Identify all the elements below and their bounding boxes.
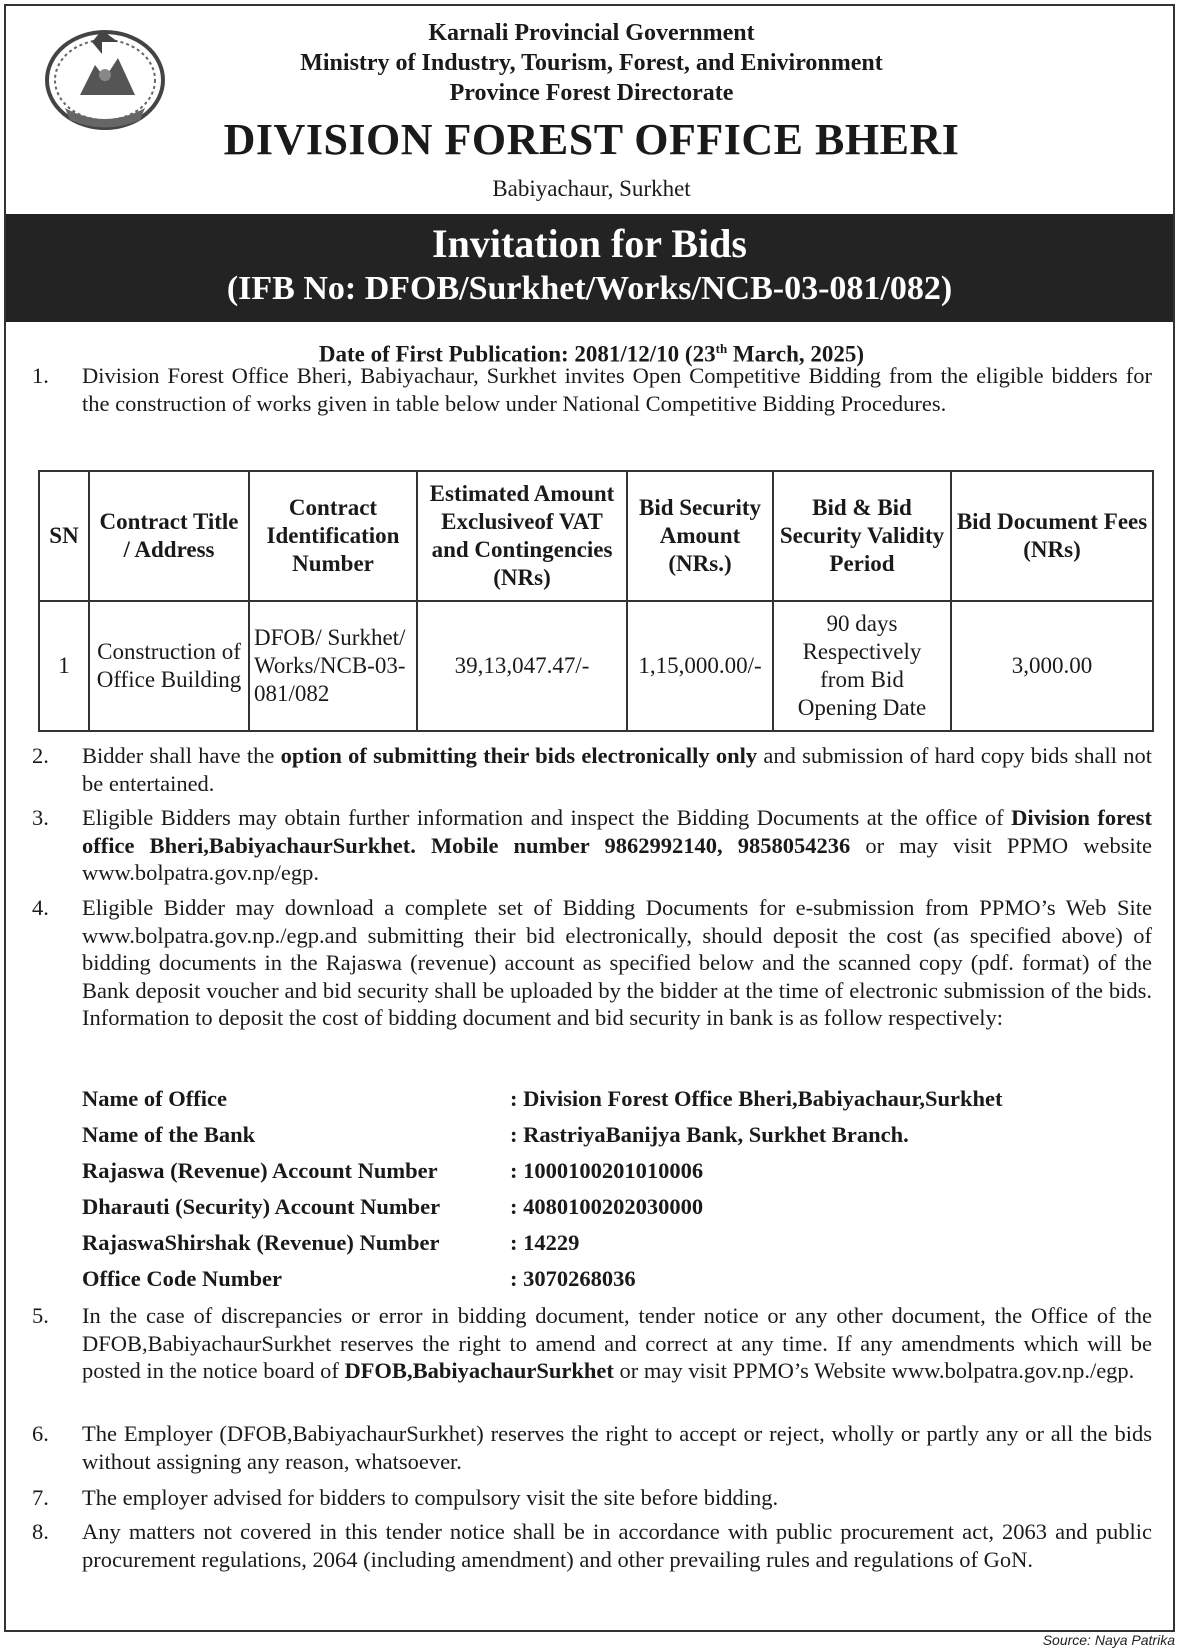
government-name: Karnali Provincial Government: [428, 20, 755, 46]
paragraph-5: 5. In the case of discrepancies or error in bidding document, tender notice or any other document, the Office of the DFOB,BabiyachaurSurkhet reserves the right to amend and correct at any time. If any amendments which will be posted in the notice board of DFOB,BabiyachaurSurkhet or may visit PPMO’s Website www.bolpatra.gov.np./egp.: [32, 1303, 1152, 1383]
ministry-name: Ministry of Industry, Tourism, Forest, and Enivironment: [300, 50, 883, 76]
col-validity: Bid & Bid Security Validity Period: [773, 471, 951, 601]
cell-security: 1,15,000.00/-: [627, 601, 773, 731]
office-address: Babiyachaur, Surkhet: [492, 176, 691, 201]
notice-frame: Karnali Provincial Government Ministry of Industry, Tourism, Forest, and Enivironment Province Forest Directorate DIVISION FOREST OFFICE BHERI Babiyachaur, Surkhet Invitation for Bids (IFB No: DFOB/Surkhet/Works/NCB-03-081/082) Date of First Publication: 2081/12/10 (23th March, 2025) 1. Division Forest Office Bheri, Babiyachaur, Surkhet invites Open Competitive Bidding from the eligible bidders for the construction of works given in table below under National Competitive Bidding Procedures. SN Contract Title / Address Contract Identification Number Estimated Amount Exclusiveof VAT and Contingencies (NRs) Bid Security Amount (NRs.) Bid & Bid Security Validity Period Bid Document Fees (NRs) 1 Construction of Office Building DFOB/ Surkhet/ Works/NCB-03-081/082 39,13,047.47/- 1,15,000.00/- 90 days Respectively from Bid Opening Date 3,000.00 2. Bidder shall have the option of submitting their bids electronically only and submission of hard copy bids shall not be entertained. 3. Eligible Bidders may obtain further information and inspect the Bidding Documents at the office of Division forest office Bheri,BabiyachaurSurkhet. Mobile number 9862992140, 9858054236 or may visit PPMO website www.bolpatra.gov.np/egp. 4. Eligible Bidder may download a complete set of Bidding Documents for e-submission from PPMO’s Web Site www.bolpatra.gov.np./egp.and submitting their bid electronically, should deposit the cost (as specified above) of bidding documents in the Rajaswa (revenue) account as specified below and the scanned copy (pdf. format) of the Bank deposit voucher and bid security shall be uploaded by the bidder at the time of electronic submission of the bids. Information to deposit the cost of bidding document and bid security in bank is as follow respectively: Name of Office : Division Forest Office Bheri,Babiyachaur,Surkhet Name of the Bank : RastriyaBanijya Bank, Surkhet Branch. Rajaswa (Revenue) Account Number : 1000100201010006 Dharauti (Security) Account Number : 4080100202030000 RajaswaShirshak (Revenue) Number : 14229 Office Code Number : 3070268036 5. In the case of discrepancies or error in bidding document, tender notice or any other document, the Office of the DFOB,BabiyachaurSurkhet reserves the right to amend and correct at any time. If any amendments which will be posted in the notice board of DFOB,BabiyachaurSurkhet or may visit PPMO’s Website www.bolpatra.gov.np./egp. 6. The Employer (DFOB,BabiyachaurSurkhet) reserves the right to accept or reject, wholly or partly any or all the bids without assigning any reason, whatsoever. 7. The employer advised for bidders to compulsory visit the site before bidding. 8. Any matters not covered in this tender notice shall be in accordance with public procurement act, 2063 and public procurement regulations, 2064 (including amendment) and other prevailing rules and regulations of GoN.: [4, 4, 1175, 1632]
cell-estimate: 39,13,047.47/-: [417, 601, 627, 731]
col-estimate: Estimated Amount Exclusiveof VAT and Contingencies (NRs): [417, 471, 627, 601]
publication-date: Date of First Publication: 2081/12/10 (23th March, 2025): [318, 341, 865, 367]
cell-validity: 90 days Respectively from Bid Opening Date: [773, 601, 951, 731]
ifb-number: (IFB No: DFOB/Surkhet/Works/NCB-03-081/082): [226, 270, 953, 307]
col-fees: Bid Document Fees (NRs): [951, 471, 1153, 601]
col-title: Contract Title / Address: [89, 471, 249, 601]
paragraph-6: 6. The Employer (DFOB,BabiyachaurSurkhet) reserves the right to accept or reject, wholly or partly any or all the bids without assigning any reason, whatsoever.: [32, 1421, 1152, 1474]
cell-fees: 3,000.00: [951, 601, 1153, 731]
col-id: Contract Identification Number: [249, 471, 417, 601]
paragraph-7: 7. The employer advised for bidders to compulsory visit the site before bidding.: [32, 1485, 779, 1510]
cell-title: Construction of Office Building: [89, 601, 249, 731]
notice-title: Invitation for Bids: [432, 221, 747, 266]
table-row: [39, 601, 1153, 731]
paragraph-2: 2. Bidder shall have the option of submitting their bids electronically only and submission of hard copy bids shall not be entertained.: [32, 743, 1152, 796]
paragraph-4: 4. Eligible Bidder may download a complete set of Bidding Documents for e-submission from PPMO’s Web Site www.bolpatra.gov.np./egp.and submitting their bid electronically, should deposit the cost (as specified above) of bidding documents in the Rajaswa (revenue) account as specified below and the scanned copy (pdf. format) of the Bank deposit voucher and bid security shall be uploaded by the bidder at the time of electronic submission of the bids. Information to deposit the cost of bidding document and bid security in bank is as follow respectively:: [32, 895, 1152, 1030]
col-security: Bid Security Amount (NRs.): [627, 471, 773, 601]
source-credit: Source: Naya Patrika: [1042, 1632, 1175, 1648]
col-sn: SN: [39, 471, 89, 601]
cell-id: DFOB/ Surkhet/ Works/NCB-03-081/082: [249, 601, 417, 731]
paragraph-3: 3. Eligible Bidders may obtain further information and inspect the Bidding Documents at the office of Division forest office Bheri,BabiyachaurSurkhet. Mobile number 9862992140, 9858054236 or may visit PPMO website www.bolpatra.gov.np/egp.: [32, 805, 1152, 885]
paragraph-8: 8. Any matters not covered in this tender notice shall be in accordance with public procurement act, 2063 and public procurement regulations, 2064 (including amendment) and other prevailing rules and regulations of GoN.: [32, 1519, 1152, 1572]
directorate-name: Province Forest Directorate: [449, 80, 734, 106]
office-title: DIVISION FOREST OFFICE BHERI: [223, 115, 960, 164]
bid-table: [38, 470, 1154, 732]
cell-sn: 1: [39, 601, 89, 731]
paragraph-1: 1. Division Forest Office Bheri, Babiyachaur, Surkhet invites Open Competitive Bidding from the eligible bidders for the construction of works given in table below under National Competitive Bidding Procedures.: [32, 363, 1152, 416]
table-header-row: [39, 471, 1153, 601]
title-banner: [6, 214, 1173, 322]
